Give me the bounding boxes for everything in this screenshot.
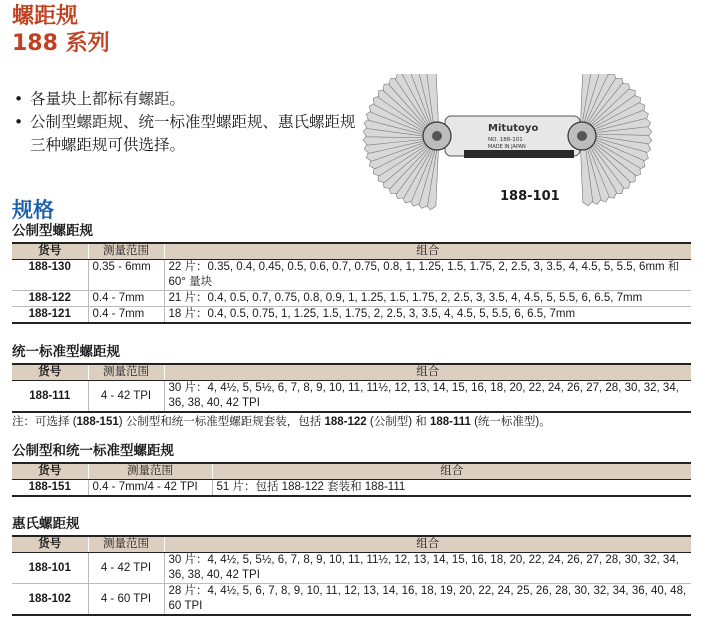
series-title: 188 系列 xyxy=(12,31,110,56)
spec-heading: 规格 xyxy=(12,198,54,222)
table-row: 188-111 4 - 42 TPI 30 片：4, 4½, 5, 5½, 6, 7, 8, 9, 10, 11, 11½, 12, 13, 14, 15, 16, 18, 20, 22, 24, 26, 27, 28, 30, 32, 34, 36, 38, 40, 42 TPI xyxy=(12,381,691,413)
feature-list xyxy=(14,88,359,157)
col-header: 组合 xyxy=(164,364,691,381)
col-header: 测量范围 xyxy=(88,463,212,480)
combined-table xyxy=(12,462,691,497)
kit-note: 注：可选择 (188-151) 公制型和统一标准型螺距规套装，包括 188-122 (公制型) 和 188-111 (统一标准型)。 xyxy=(12,416,551,428)
table-row: 188-130 0.35 - 6mm 22 片：0.35, 0.4, 0.45, 0.5, 0.6, 0.7, 0.75, 0.8, 1, 1.25, 1.5, 1.75, 2, 2.5, 3, 3.5, 4, 4.5, 5, 5.5, 6mm 和 60° 量块 xyxy=(12,260,691,291)
metric-table xyxy=(12,242,691,324)
col-header: 组合 xyxy=(212,463,691,480)
feature-item: • 公制型螺距规、统一标准型螺距规、惠氏螺距规三种螺距规可供选择。 xyxy=(14,111,359,157)
table-row: 188-151 0.4 - 7mm/4 - 42 TPI 51 片：包括 188-122 套装和 188-111 xyxy=(12,480,691,497)
col-header: 组合 xyxy=(164,536,691,553)
col-header: 测量范围 xyxy=(88,243,164,260)
section-title-whitworth: 惠氏螺距规 xyxy=(12,516,80,532)
section-title-combined: 公制型和统一标准型螺距规 xyxy=(12,443,174,459)
feature-item: • 各量块上都标有螺距。 xyxy=(14,88,359,111)
table-row: 188-101 4 - 42 TPI 30 片：4, 4½, 5, 5½, 6, 7, 8, 9, 10, 11, 11½, 12, 13, 14, 15, 16, 18, 20, 22, 24, 26, 27, 28, 30, 32, 34, 36, 38, 40, 42 TPI xyxy=(12,553,691,584)
svg-text:MADE IN JAPAN: MADE IN JAPAN xyxy=(488,144,526,150)
col-header: 货号 xyxy=(12,463,88,480)
svg-text:NO. 188-101: NO. 188-101 xyxy=(488,137,523,143)
unified-table xyxy=(12,363,691,413)
table-row: 188-102 4 - 60 TPI 28 片：4, 4½, 5, 6, 7, 8, 9, 10, 11, 12, 13, 14, 16, 18, 19, 20, 22, 24, 25, 26, 28, 30, 32, 34, 36, 40, 48, 60 TPI xyxy=(12,584,691,616)
brand-logo: Mitutoyo xyxy=(488,123,539,134)
col-header: 测量范围 xyxy=(88,536,164,553)
table-row: 188-121 0.4 - 7mm 18 片：0.4, 0.5, 0.75, 1, 1.25, 1.5, 1.75, 2, 2.5, 3, 3.5, 4, 4.5, 5, 5.5, 6, 6.5, 7mm xyxy=(12,307,691,324)
col-header: 货号 xyxy=(12,243,88,260)
image-caption: 188-101 xyxy=(500,189,560,204)
col-header: 测量范围 xyxy=(88,364,164,381)
col-header: 货号 xyxy=(12,364,88,381)
whitworth-table xyxy=(12,535,691,616)
section-title-metric: 公制型螺距规 xyxy=(12,223,93,239)
section-title-unified: 统一标准型螺距规 xyxy=(12,344,120,360)
table-row: 188-122 0.4 - 7mm 21 片：0.4, 0.5, 0.7, 0.75, 0.8, 0.9, 1, 1.25, 1.5, 1.75, 2, 2.5, 3, 3.5, 4, 4.5, 5, 5.5, 6, 6.5, 7mm xyxy=(12,291,691,307)
page-title: 螺距规 xyxy=(12,4,79,29)
col-header: 组合 xyxy=(164,243,691,260)
col-header: 货号 xyxy=(12,536,88,553)
